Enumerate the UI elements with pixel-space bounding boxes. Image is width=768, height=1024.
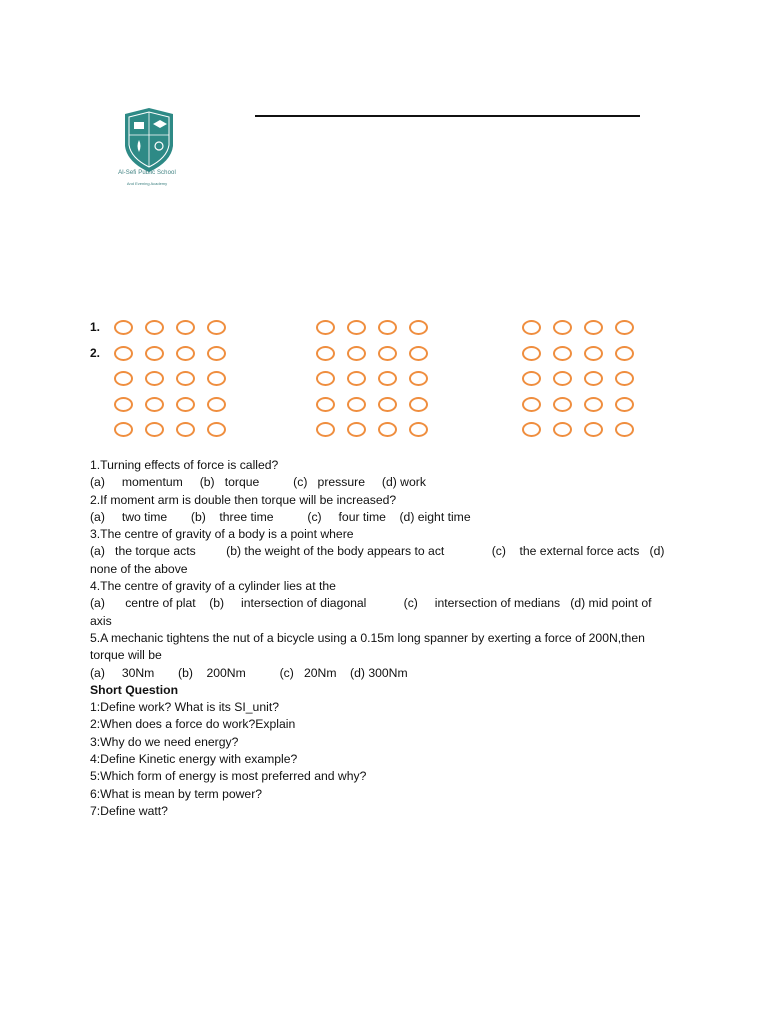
answer-bubble[interactable] (615, 422, 634, 437)
answer-bubble[interactable] (176, 397, 195, 412)
answer-bubble[interactable] (145, 320, 164, 335)
mcq-3-options-cont: none of the above (90, 561, 188, 576)
answer-bubble[interactable] (615, 371, 634, 386)
short-question-4: 4:Define Kinetic energy with example? (90, 752, 298, 767)
answer-bubble[interactable] (615, 397, 634, 412)
answer-bubble[interactable] (114, 422, 133, 437)
answer-bubble[interactable] (584, 371, 603, 386)
answer-bubble[interactable] (207, 397, 226, 412)
short-question-heading: Short Question (90, 682, 179, 697)
answer-bubble[interactable] (584, 397, 603, 412)
mcq-5-options: (a) 30Nm (b) 200Nm (c) 20Nm (d) 300Nm (90, 665, 408, 680)
answer-bubble[interactable] (584, 346, 603, 361)
answer-bubble[interactable] (409, 346, 428, 361)
question-sheet (90, 457, 690, 820)
short-question-3: 3:Why do we need energy? (90, 734, 239, 749)
answer-bubble[interactable] (114, 320, 133, 335)
mcq-5-question: 5.A mechanic tightens the nut of a bicycle using a 0.15m long spanner by exerting a force of 200N,then (90, 630, 645, 645)
answer-bubble[interactable] (584, 422, 603, 437)
mcq-4-question: 4.The centre of gravity of a cylinder lies at the (90, 579, 336, 594)
mcq-3-options: (a) the torque acts (b) the weight of the body appears to act (c) the external force acts (d) (90, 544, 665, 559)
answer-bubble[interactable] (409, 371, 428, 386)
bubble-grid-1 (114, 320, 239, 440)
answer-bubble[interactable] (615, 346, 634, 361)
row-label-2: 2. (90, 346, 101, 360)
answer-bubble[interactable] (207, 320, 226, 335)
answer-bubble[interactable] (378, 397, 397, 412)
answer-bubble[interactable] (378, 422, 397, 437)
mcq-3-question: 3.The centre of gravity of a body is a point where (90, 527, 354, 542)
mcq-4-options: (a) centre of plat (b) intersection of diagonal (c) intersection of medians (d) mid point of (90, 596, 652, 611)
short-question-2: 2:When does a force do work?Explain (90, 717, 296, 732)
answer-bubble[interactable] (553, 397, 572, 412)
answer-bubble[interactable] (378, 346, 397, 361)
mcq-4-options-cont: axis (90, 613, 112, 628)
title-rule (255, 115, 640, 117)
answer-bubble[interactable] (176, 422, 195, 437)
answer-bubble[interactable] (409, 397, 428, 412)
answer-bubble[interactable] (553, 422, 572, 437)
answer-bubble[interactable] (522, 371, 541, 386)
answer-bubble[interactable] (114, 397, 133, 412)
answer-bubble[interactable] (145, 397, 164, 412)
answer-bubble[interactable] (522, 346, 541, 361)
short-question-7: 7:Define watt? (90, 803, 168, 818)
mcq-2-question: 2.If moment arm is double then torque will be increased? (90, 492, 397, 507)
answer-bubble[interactable] (615, 320, 634, 335)
answer-bubble[interactable] (114, 346, 133, 361)
answer-bubble[interactable] (553, 371, 572, 386)
answer-bubble[interactable] (316, 422, 335, 437)
short-question-6: 6:What is mean by term power? (90, 786, 263, 801)
bubble-grid-2 (316, 320, 441, 440)
answer-bubble[interactable] (553, 346, 572, 361)
answer-bubble[interactable] (378, 371, 397, 386)
mcq-1-options: (a) momentum (b) torque (c) pressure (d) work (90, 475, 426, 490)
answer-bubble[interactable] (145, 371, 164, 386)
bubble-grid-3 (522, 320, 647, 440)
answer-bubble[interactable] (207, 371, 226, 386)
answer-bubble[interactable] (347, 371, 366, 386)
answer-bubble[interactable] (409, 320, 428, 335)
answer-bubble[interactable] (409, 422, 428, 437)
short-question-1: 1:Define work? What is its SI_unit? (90, 700, 279, 715)
answer-bubble[interactable] (584, 320, 603, 335)
answer-bubble[interactable] (176, 371, 195, 386)
answer-bubble[interactable] (316, 320, 335, 335)
answer-bubble[interactable] (347, 397, 366, 412)
answer-bubble[interactable] (114, 371, 133, 386)
answer-bubble[interactable] (176, 346, 195, 361)
answer-bubble[interactable] (347, 320, 366, 335)
answer-bubble[interactable] (145, 346, 164, 361)
answer-bubble[interactable] (347, 346, 366, 361)
mcq-2-options: (a) two time (b) three time (c) four time (d) eight time (90, 509, 471, 524)
answer-bubble[interactable] (316, 397, 335, 412)
answer-bubble[interactable] (522, 422, 541, 437)
answer-bubble[interactable] (176, 320, 195, 335)
short-question-5: 5:Which form of energy is most preferred and why? (90, 769, 367, 784)
answer-bubble[interactable] (145, 422, 164, 437)
answer-bubble[interactable] (207, 422, 226, 437)
answer-bubble[interactable] (347, 422, 366, 437)
answer-bubble[interactable] (553, 320, 572, 335)
mcq-5-question-cont: torque will be (90, 648, 162, 663)
answer-bubble[interactable] (522, 320, 541, 335)
answer-bubble[interactable] (316, 346, 335, 361)
mcq-1-question: 1.Turning effects of force is called? (90, 458, 279, 472)
school-subtitle: And Evening Academy (126, 181, 168, 186)
row-label-1: 1. (90, 320, 101, 334)
answer-bubble[interactable] (207, 346, 226, 361)
answer-bubble[interactable] (316, 371, 335, 386)
answer-bubble[interactable] (522, 397, 541, 412)
answer-bubble[interactable] (378, 320, 397, 335)
school-name: Al-Sefi Public School (118, 170, 176, 176)
